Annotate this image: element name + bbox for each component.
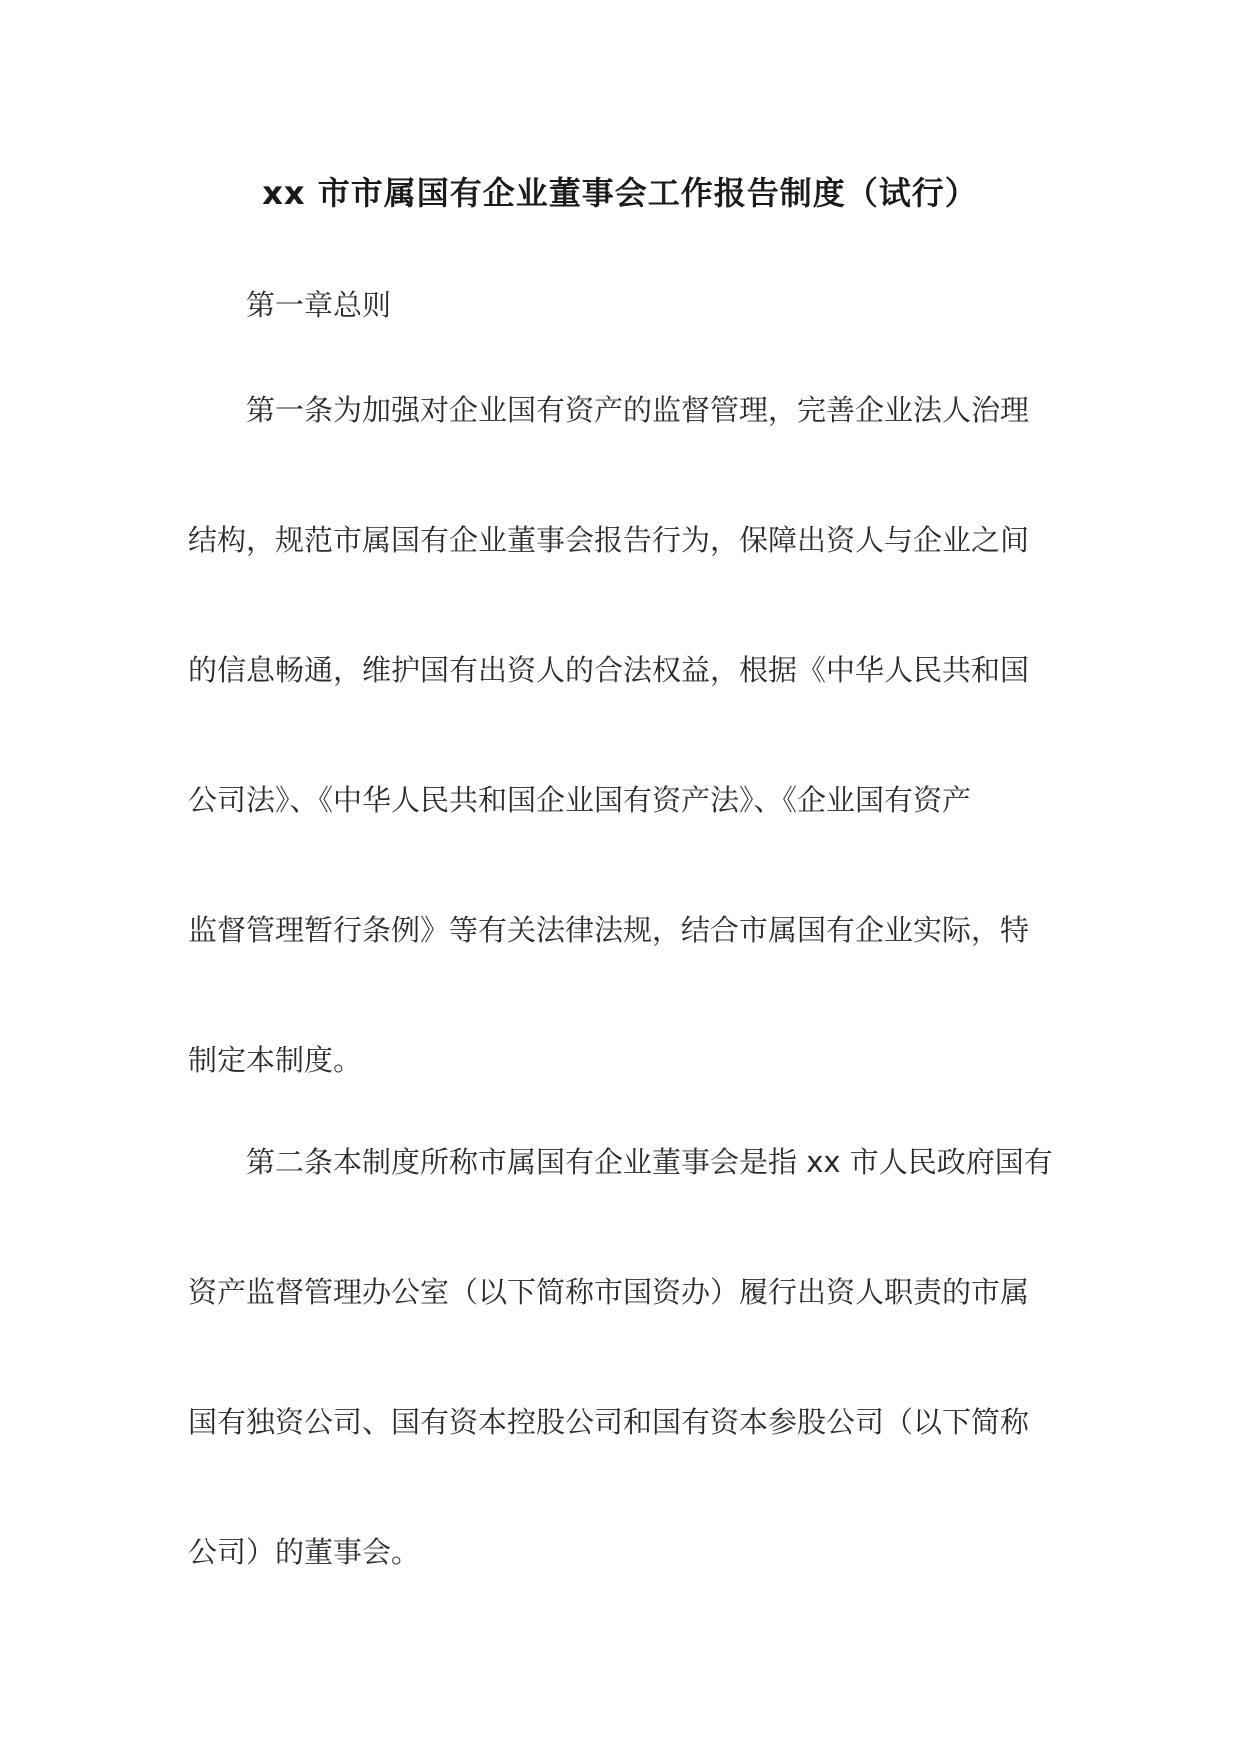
document-title: xx 市市属国有企业董事会工作报告制度（试行） bbox=[262, 174, 978, 212]
article-1-line: 公司法》、《中华人民共和国企业国有资产法》、《企业国有资产 bbox=[188, 783, 972, 817]
article-2-line: 第二条本制度所称市属国有企业董事会是指 xx 市人民政府国有 bbox=[246, 1145, 1053, 1179]
article-2-line: 资产监督管理办公室（以下简称市国资办）履行出资人职责的市属 bbox=[188, 1275, 1030, 1309]
chapter-heading: 第一章总则 bbox=[246, 288, 392, 322]
article-1-line: 第一条为加强对企业国有资产的监督管理，完善企业法人治理 bbox=[246, 393, 1030, 427]
article-1-line: 监督管理暂行条例》等有关法律法规，结合市属国有企业实际，特 bbox=[188, 913, 1030, 947]
article-1-line: 的信息畅通，维护国有出资人的合法权益，根据《中华人民共和国 bbox=[188, 653, 1030, 687]
article-1-line: 结构，规范市属国有企业董事会报告行为，保障出资人与企业之间 bbox=[188, 523, 1030, 557]
article-2-line: 公司）的董事会。 bbox=[188, 1535, 421, 1569]
article-2-line: 国有独资公司、国有资本控股公司和国有资本参股公司（以下简称 bbox=[188, 1405, 1030, 1439]
article-1-line: 制定本制度。 bbox=[188, 1043, 363, 1077]
